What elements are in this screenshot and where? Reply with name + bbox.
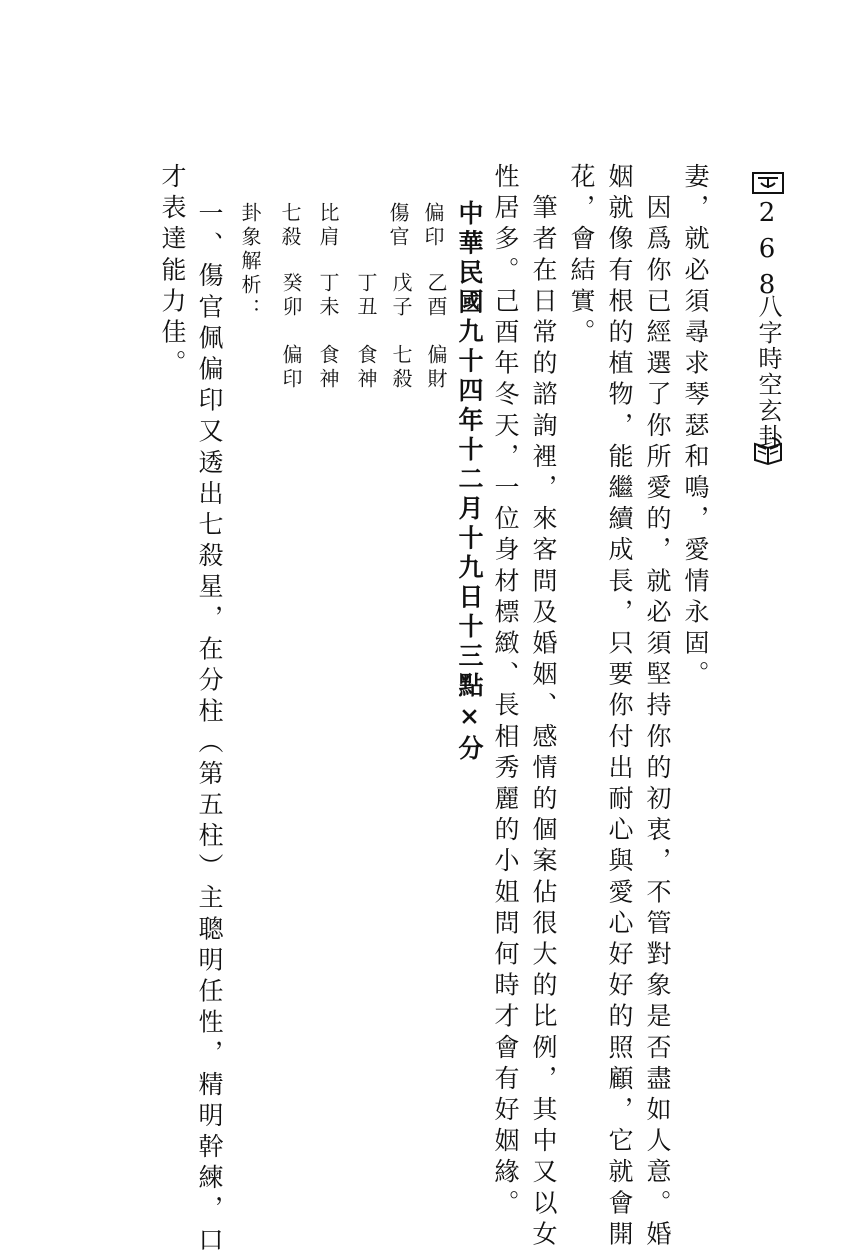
body-line: 因爲你已經選了你所愛的，就必須堅持你的初衷，不管對象是否盡如人意。婚 [643, 163, 672, 1252]
chart-row-label: 偏印 [421, 202, 445, 250]
chart-row-label: 七殺 [278, 202, 302, 250]
body-line: 性居多。己酉年冬天，一位身材標緻、長相秀麗的小姐問何時才會有好姻緣。 [491, 163, 520, 1221]
book-title: 八字時空玄卦 [754, 294, 782, 450]
analysis-heading: 卦象解析： [238, 202, 262, 322]
body-line: 筆者在日常的諮詢裡，來客問及婚姻、感情的個案佔很大的比例，其中又以女 [529, 163, 558, 1252]
chart-row-text: 乙酉 偏財 [424, 272, 448, 392]
running-header [748, 172, 788, 472]
analysis-line: 一、傷官佩偏印又透出七殺星，在分柱（第五柱）主聰明任性，精明幹練，口 [195, 200, 224, 1257]
chart-row-text: 戊子 七殺 [389, 272, 413, 392]
chart-row-label: 傷官 [386, 202, 410, 250]
chart-row-label: 比肩 [316, 202, 340, 250]
book-icon [752, 436, 784, 466]
date-line: 中華民國九十四年十二月十九日十三點×分 [455, 200, 484, 765]
chart-row-text: 癸卯 偏印 [279, 272, 303, 392]
page-number: 268 [752, 198, 782, 306]
body-line: 姻就像有根的植物，能繼續成長，只要你付出耐心與愛心好好的照顧，它就會開 [605, 163, 634, 1252]
chart-row-text: 丁丑 食神 [354, 272, 378, 392]
chart-row-text: 丁未 食神 [316, 272, 340, 392]
analysis-line: 才表達能力佳。 [158, 163, 187, 381]
body-line: 花，會結實。 [567, 163, 596, 350]
body-line: 妻，就必須尋求琴瑟和鳴，愛情永固。 [681, 163, 710, 692]
ornament-icon [752, 172, 784, 194]
